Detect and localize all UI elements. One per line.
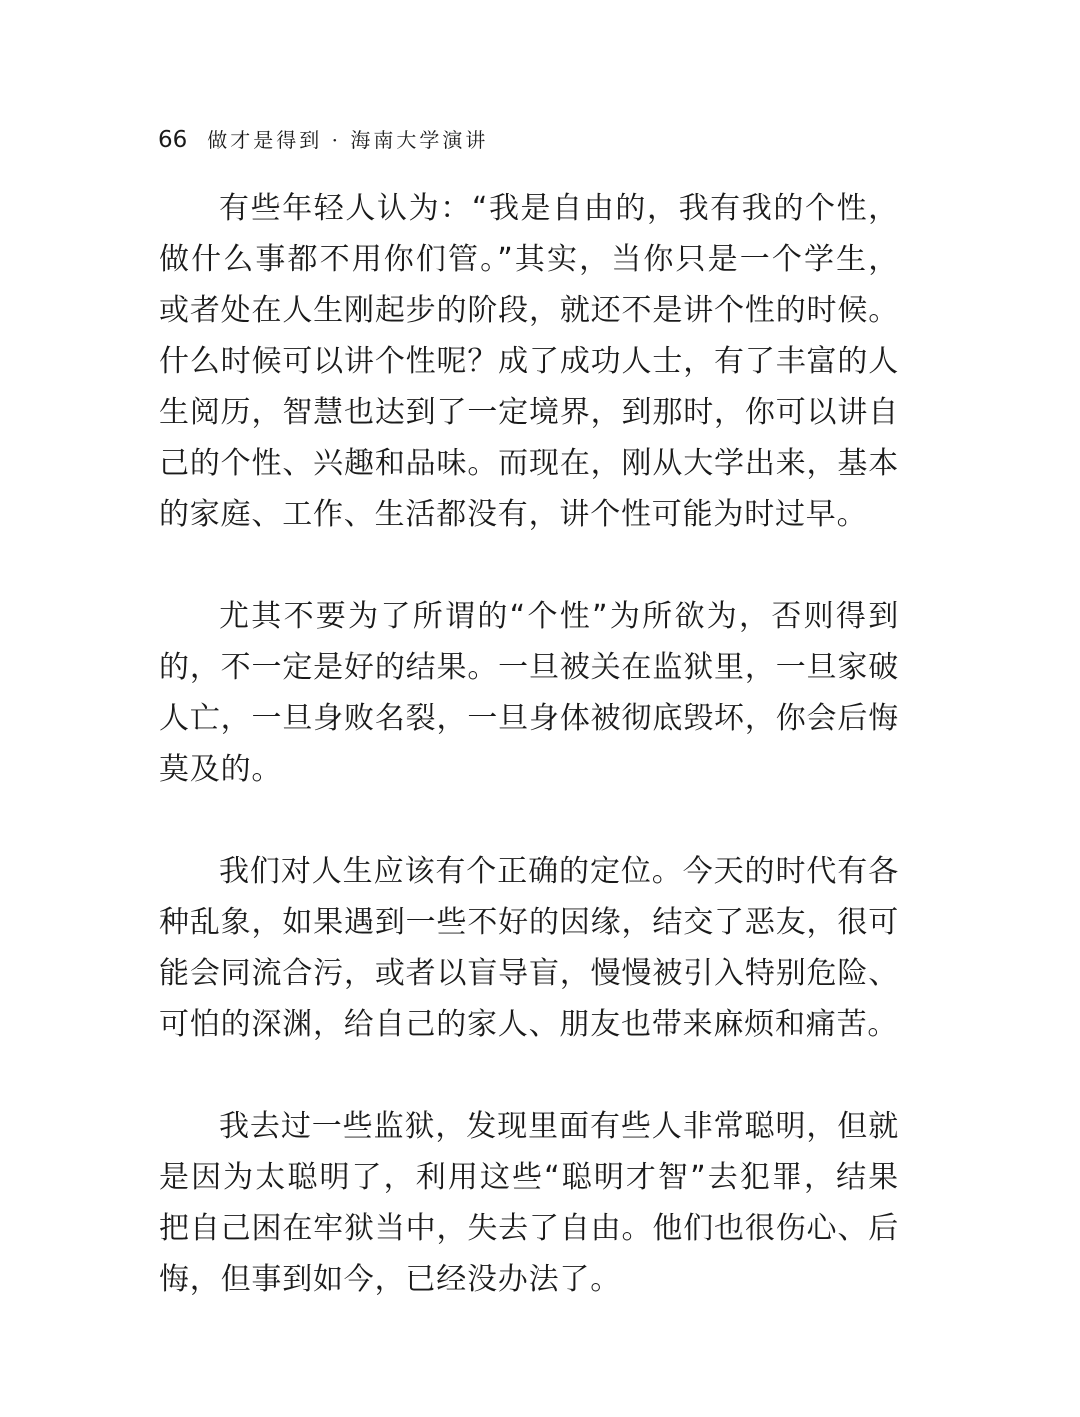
paragraph: 我们对人生应该有个正确的定位。今天的时代有各种乱象，如果遇到一些不好的因缘，结交了恶友，很可能会同流合污，或者以盲导盲，慢慢被引入特别危险、可怕的深渊，给自己的家人、朋友也带来麻烦和痛苦。 (159, 854, 899, 1042)
running-header (158, 124, 488, 158)
paragraph: 我去过一些监狱，发现里面有些人非常聪明，但就是因为太聪明了，利用这些“聪明才智”去犯罪，结果把自己困在牢狱当中，失去了自由。他们也很伤心、后悔，但事到如今，已经没办法了。 (159, 1109, 899, 1297)
paragraph: 有些年轻人认为：“我是自由的，我有我的个性，做什么事都不用你们管。”其实，当你只是一个学生，或者处在人生刚起步的阶段，就还不是讲个性的时候。什么时候可以讲个性呢？成了成功人士，有了丰富的人生阅历，智慧也达到了一定境界，到那时，你可以讲自己的个性、兴趣和品味。而现在，刚从大学出来，基本的家庭、工作、生活都没有，讲个性可能为时过早。 (159, 191, 899, 532)
book-title: 做才是得到 · 海南大学演讲 (207, 128, 489, 152)
body-text (159, 183, 899, 1305)
paragraph: 尤其不要为了所谓的“个性”为所欲为，否则得到的，不一定是好的结果。一旦被关在监狱里，一旦家破人亡，一旦身败名裂，一旦身体被彻底毁坏，你会后悔莫及的。 (159, 599, 899, 787)
page-number: 66 (158, 127, 188, 153)
